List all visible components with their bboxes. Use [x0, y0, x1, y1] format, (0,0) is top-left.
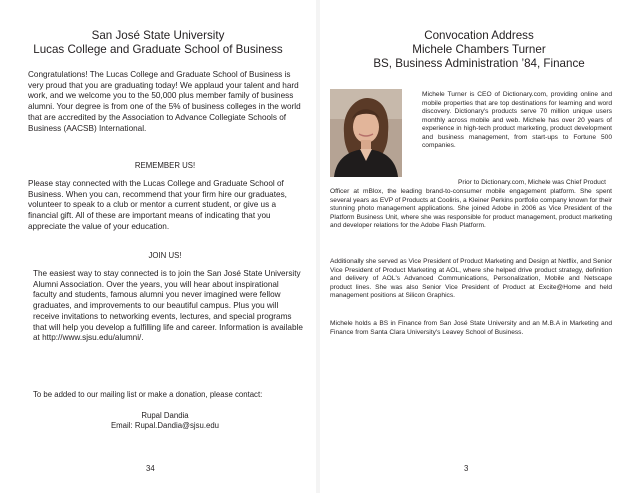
bio-paragraph-4: Michele holds a BS in Finance from San José State University and an M.B.A in Marketing and Finance from Santa Clara University's Leavey School of Business. [330, 320, 612, 336]
join-us-heading: JOIN US! [148, 251, 182, 260]
contact-line: To be added to our mailing list or make a donation, please contact: [33, 390, 263, 399]
right-page [320, 0, 638, 493]
bio-paragraph-3: Additionally she served as Vice President of Product Marketing and Design at Netflix, and Senior Vice President of Product Marketing at AOL, where she helped drive product strategy, definition and delivery of AOL's Advanced Communications, Personalization, Mobile and Netscape product lines. She was also Senior Vice President of Product at Excite@Home and held management positions at Silicon Graphics. [330, 258, 612, 300]
bio-paragraph-2: Officer at mBlox, the leading brand-to-consumer mobile engagement platform. She spent several years as EVP of Products at Cooliris, a Kleiner Perkins portfolio company known for their stunning photo management applications. She joined Adobe in 2006 as Vice President of the Platform Business Unit, where she was responsible for product management, product marketing and developer relations for the Adobe Flash Platform. [330, 188, 612, 230]
speaker-name: Michele Chambers Turner [412, 43, 546, 56]
bio-paragraph-2-start: Prior to Dictionary.com, Michele was Chief Product [458, 179, 606, 186]
page-number-right: 3 [464, 464, 469, 473]
page-number-left: 34 [146, 464, 155, 473]
contact-email: Email: Rupal.Dandia@sjsu.edu [110, 421, 220, 430]
college-heading: Lucas College and Graduate School of Business [33, 43, 283, 56]
remember-us-paragraph: Please stay connected with the Lucas College and Graduate School of Business. When you can, recommend that your firm hire our graduates, volunteer to speak to a club or mentor a current student, or give us a financial gift. All of these are important means of indicating that you appreciate the value of your education. [28, 179, 287, 231]
join-us-paragraph: The easiest way to stay connected is to join the San José State University Alumni Association. Over the years, you will hear about inspirational faculty and students, famous alumni you never imagined were fellow graduates, and improvements to our beautiful campus. Plus you will receive invitations to networking events, lectures, and special programs that will help you develop a fulfilling life and career. Information is available at http://www.sjsu.edu/alumni/. [33, 269, 303, 343]
remember-us-heading: REMEMBER US! [134, 161, 196, 170]
speaker-degree: BS, Business Administration ’84, Finance [373, 57, 585, 70]
contact-name: Rupal Dandia [141, 411, 189, 420]
bio-paragraph-1: Michele Turner is CEO of Dictionary.com, providing online and mobile properties that are top destinations for learning and word discovery. Dictionary's products serve 70 million unique users monthly across mobile and web. Michele has over 20 years of experience in high-tech product marketing, product development and business management, from start-ups to Fortune 500 companies. [422, 91, 612, 150]
speaker-portrait-icon [330, 89, 402, 177]
university-heading: San José State University [91, 29, 225, 42]
left-page [0, 0, 316, 493]
convocation-title: Convocation Address [424, 29, 534, 42]
intro-paragraph: Congratulations! The Lucas College and Graduate School of Business is very proud that you are graduating today! We applaud your talent and hard work, and we welcome you to the 50,000 plus member family of business alumni. Your degree is from one of the 5% of business colleges in the world that are accredited by the Association to Advance Collegiate Schools of Business (AACSB) International. [28, 70, 301, 133]
